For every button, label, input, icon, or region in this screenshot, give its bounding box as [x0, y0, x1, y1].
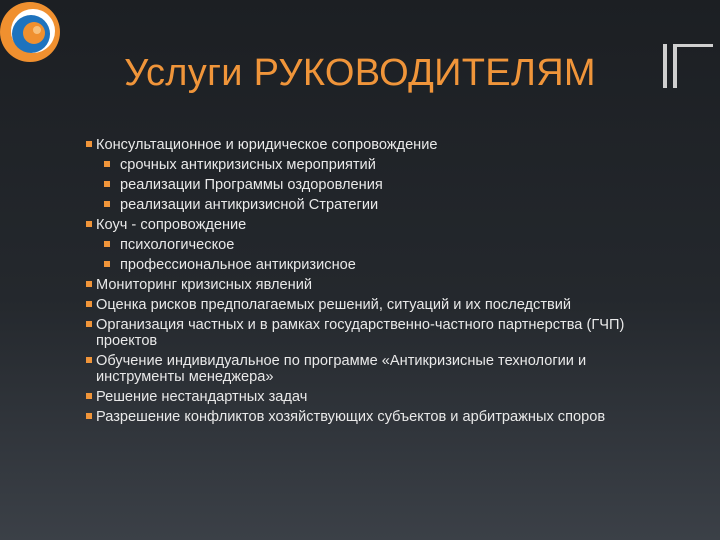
bullet-list [86, 137, 646, 429]
bullet-icon [86, 393, 92, 399]
sub-list-item [86, 157, 646, 173]
bullet-icon [86, 413, 92, 419]
bullet-icon [104, 261, 110, 267]
bullet-icon [86, 281, 92, 287]
bullet-icon [104, 241, 110, 247]
sub-list-item [86, 257, 646, 273]
bullet-icon [86, 301, 92, 307]
bullet-icon [86, 221, 92, 227]
list-item-text: Консультационное и юридическое сопровождение [96, 137, 438, 153]
bullet-icon [86, 357, 92, 363]
sub-list-item [86, 197, 646, 213]
list-item-text: Организация частных и в рамках государственно-частного партнерства (ГЧП) проектов [96, 317, 625, 350]
list-item [86, 389, 646, 405]
list-item [86, 353, 646, 385]
list-item-text: срочных антикризисных мероприятий [120, 157, 376, 173]
list-item [86, 297, 646, 313]
list-item-text: Коуч - сопровождение [96, 217, 247, 233]
bullet-icon [104, 161, 110, 167]
bullet-icon [86, 321, 92, 327]
list-item-text: Решение нестандартных задач [96, 389, 308, 406]
list-item-text: Обучение индивидуальное по программе «Антикризисные технологии и инструменты менеджера» [96, 353, 587, 386]
list-item-text: реализации Программы оздоровления [120, 177, 383, 193]
list-item-text: профессиональное антикризисное [120, 257, 356, 273]
list-item [86, 409, 646, 425]
list-item-text: Оценка рисков предполагаемых решений, ситуаций и их последствий [96, 297, 572, 313]
bullet-icon [104, 201, 110, 207]
list-item [86, 317, 646, 349]
decorative-bars [663, 44, 713, 88]
sub-list-item [86, 177, 646, 193]
list-item [86, 217, 646, 233]
list-item [86, 137, 646, 153]
bullet-icon [86, 141, 92, 147]
list-item-text: реализации антикризисной Стратегии [120, 197, 379, 213]
list-item-text: Мониторинг кризисных явлений [96, 277, 312, 293]
list-item-text: психологическое [120, 237, 235, 253]
slide-title: Услуги РУКОВОДИТЕЛЯМ [124, 52, 596, 94]
bullet-icon [104, 181, 110, 187]
list-item [86, 277, 646, 293]
sub-list-item [86, 237, 646, 253]
list-item-text: Разрешение конфликтов хозяйствующих субъектов и арбитражных споров [96, 409, 606, 426]
